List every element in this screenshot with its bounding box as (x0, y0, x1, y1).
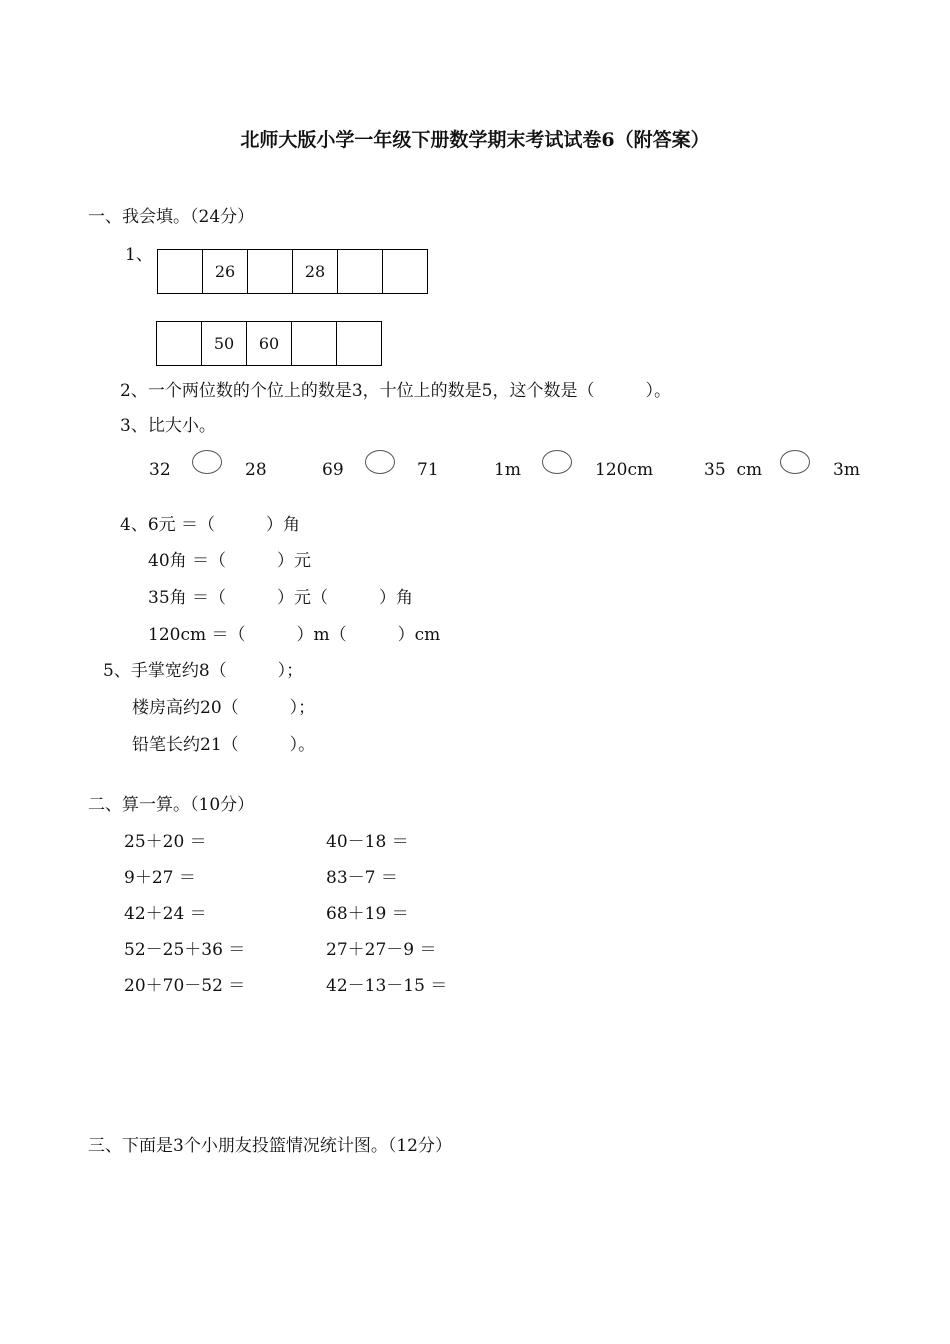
sequence-cell: 28 (293, 249, 338, 294)
sequence-cell[interactable] (248, 249, 293, 294)
unit-question: 铅笔长约21（ ）。 (132, 735, 316, 755)
question-2: 2、一个两位数的个位上的数是3，十位上的数是5，这个数是（ ）。 (120, 381, 671, 401)
section-1-heading: 一、我会填。（24分） (88, 207, 255, 227)
compare-left-value: 32 (149, 460, 171, 480)
page-title: 北师大版小学一年级下册数学期末考试试卷6（附答案） (240, 129, 710, 151)
arithmetic-problem: 27＋27－9 ＝ (326, 940, 437, 960)
sequence-cell: 60 (247, 321, 292, 366)
arithmetic-problem: 68＋19 ＝ (326, 904, 409, 924)
compare-right-value: 120cm (595, 460, 654, 480)
compare-circle[interactable] (542, 450, 572, 474)
sequence-cell: 50 (202, 321, 247, 366)
sequence-cell[interactable] (157, 321, 202, 366)
sequence-cell: 26 (203, 249, 248, 294)
compare-right-value: 28 (245, 460, 267, 480)
q1-label: 1、 (125, 245, 153, 265)
arithmetic-problem: 20＋70－52 ＝ (124, 976, 246, 996)
compare-left-value: 69 (322, 460, 344, 480)
sequence-cell[interactable] (292, 321, 337, 366)
arithmetic-problem: 40－18 ＝ (326, 832, 409, 852)
unit-question: 楼房高约20（ ）； (132, 698, 316, 718)
unit-question: 5、手掌宽约8（ ）； (103, 661, 304, 681)
conversion-line: 35角 ＝（ ）元（ ）角 (148, 588, 414, 608)
sequence-cell[interactable] (338, 249, 383, 294)
arithmetic-problem: 83－7 ＝ (326, 868, 398, 888)
section-3-heading: 三、下面是3个小朋友投篮情况统计图。（12分） (88, 1136, 452, 1156)
arithmetic-problem: 52－25＋36 ＝ (124, 940, 246, 960)
compare-left-value: 35 cm (704, 460, 763, 480)
arithmetic-problem: 9＋27 ＝ (124, 868, 196, 888)
sequence-cell[interactable] (337, 321, 382, 366)
sequence-cell[interactable] (158, 249, 203, 294)
arithmetic-problem: 42＋24 ＝ (124, 904, 207, 924)
compare-circle[interactable] (365, 450, 395, 474)
compare-right-value: 3m (833, 460, 860, 480)
number-sequence-row-1 (157, 249, 428, 294)
compare-circle[interactable] (192, 450, 222, 474)
arithmetic-problem: 25＋20 ＝ (124, 832, 207, 852)
question-3-label: 3、比大小。 (120, 416, 216, 436)
sequence-cell[interactable] (383, 249, 428, 294)
conversion-line: 120cm ＝（ ）m（ ）cm (148, 625, 441, 645)
number-sequence-row-2 (156, 321, 382, 366)
arithmetic-problem: 42－13－15 ＝ (326, 976, 448, 996)
section-2-heading: 二、算一算。（10分） (88, 795, 255, 815)
conversion-line: 4、6元 ＝（ ）角 (120, 515, 301, 535)
conversion-line: 40角 ＝（ ）元 (148, 551, 312, 571)
compare-left-value: 1m (494, 460, 521, 480)
compare-circle[interactable] (780, 450, 810, 474)
compare-right-value: 71 (417, 460, 439, 480)
